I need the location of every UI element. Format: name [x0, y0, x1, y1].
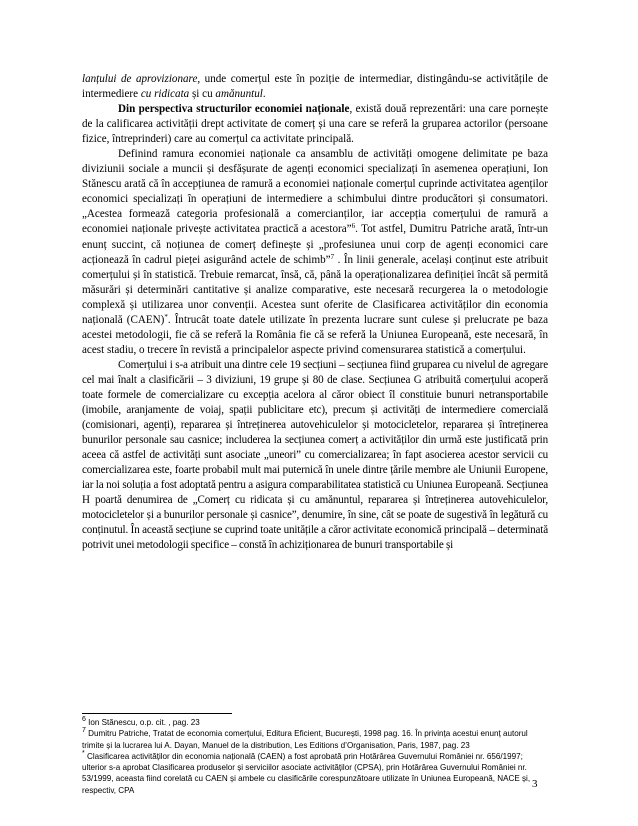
footnotes	[82, 717, 548, 796]
footnote-mark: *	[82, 749, 85, 757]
footnote-6	[82, 717, 548, 728]
bold-heading-text: Din perspectiva structurilor economiei naționale	[118, 103, 350, 116]
italic-text: amănuntul	[215, 88, 263, 101]
footnote-ref-7[interactable]: 7	[330, 252, 335, 261]
italic-text: lanțului de aprovizionare,	[82, 73, 201, 85]
paragraph-text: Definind ramura economiei naționale ca ansamblu de activități omogene delimitate pe baza diviziunii sociale a muncii și desfășurate de agenți economici specializați în asemenea operațiuni, Ion Stănescu arată că în accepțiunea de ramură a economiei naționale comerțul cuprinde activitatea agenților economici specializați în operațiuni de intermediere a schimbului dintre producători și consumatori. „Acestea formează categoria profesională a comercianților, iar accepția comerțului de ramură a economiei naționale privește activitatea practică a acestora”	[82, 148, 548, 236]
italic-text: cu ridicata	[140, 88, 190, 101]
paragraph-text: și cu	[189, 88, 216, 101]
footnote-text: Clasificarea activităților din economia națională (CAEN) a fost aprobată prin Hotărârea Guvernului României nr. 656/1997; ulterior s-a aprobat Clasificarea produselor și serviciilor asociate activităților (CPSA), prin Hotărârea Guvernului României nr. 53/1999, aceasta fiind corelată cu CAEN și ambele cu clasificările corespunzătoare utilizate în Uniunea Europeană, NACE și, respectiv, CPA	[82, 751, 531, 795]
footnote-ref-6[interactable]: 6	[351, 222, 356, 231]
paragraph-text: . În linii generale, același conținut este atribuit comerțului și în statistică. Trebuie remarcat, însă, că, până la operaționalizarea definiției încât să permită măsurări și determinări cantitative și analize comparative, este necesară recurgerea la o metodologie complexă și utilizarea unor convenții. Acestea sunt oferite de Clasificarea activităților din economia națională (CAEN)	[82, 253, 548, 326]
paragraph-text: unde comerțul este în poziție de intermediar, distingându-se activitățile de intermediere	[82, 73, 548, 101]
footnote-7	[82, 728, 548, 751]
document-body	[82, 72, 548, 554]
page-number: 3	[532, 778, 538, 790]
footnote-text: Dumitru Patriche, Tratat de economia comerțului, Editura Eficient, București, 1998 pag. 16. În privința acestui enunț autorul trimite și la lucrarea lui A. Dayan, Manuel de la distribution, Les Editions d’Organisation, Paris, 1987, pag. 23	[82, 729, 528, 750]
paragraph-text: Comerțului i s-a atribuit una dintre cele 19 secțiuni – secțiunea fiind gruparea cu nivelul de agregare cel mai înalt a clasificării – 3 diviziuni, 19 grupe și 80 de clase. Secțiunea G atribuită comerțului acoperă toate formele de comercializare cu excepția acelora al căror obiect îl constituie bunuri netransportabile (imobile, aranjamente de voiaj, spații publicitare etc), precum și activități de intermediere comercială (comisionari, agenți), repararea și întreținerea autovehiculelor și motocicletelor, repararea și întreținerea bunurilor personale sau casnice; includerea la secțiunea comerț a activităților din urmă este justificată prin aceea că astfel de activități sunt asociate „uneori” cu comercializarea; în fapt asocierea acestor servicii cu comercializarea este, foarte probabil mult mai puternică în unele dintre țările membre ale Uniunii Europene, iar la noi soluția a fost adoptată pentru a asigura comparabilitatea statistică cu Uniunea Europeană. Secțiunea H poartă denumirea de „Comerț cu ridicata și cu amănuntul, repararea și întreținerea autovehiculelor, motocicletelor și a bunurilor personale și casnice”, denumire, în sine, cât se poate de sugestivă în legătură cu conținutul. În această secțiune se cuprind toate unitățile a căror activitate economică principală – determinată potrivit unei metodologii specifice – constă în achiziționarea de bunuri transportabile și	[82, 358, 548, 552]
paragraph-text: . Tot astfel, Dumitru Patriche arată, într-un enunț succint, că noțiunea de comerț definește și „profesiunea unui corp de agenți economici care acționează în cadrul pieței asigurând actele de schimb”	[82, 223, 548, 266]
paragraph-text: . Întrucât toate datele utilizate în prezenta lucrare sunt culese și prelucrate pe baza acestei metodologii, fie că se referă la România fie că se referă la Uniunea Europeană, este necesară, în acest stadiu, o trecere în revistă a principalelor aspecte privind comensurarea statistică a comerțului.	[82, 313, 548, 356]
paragraph-4	[82, 358, 548, 554]
paragraph-1	[82, 72, 548, 102]
paragraph-2	[82, 102, 548, 147]
paragraph-text: .	[262, 88, 266, 101]
paragraph-text: , există două reprezentări: una care pornește de la calificarea activității drept activitate de comerț și una care se referă la gruparea actorilor (persoane fizice, întreprinderi) care au comerțul ca activitate principală.	[82, 103, 548, 146]
footnote-ref-star[interactable]: *	[164, 312, 168, 321]
footnote-divider	[82, 713, 232, 714]
paragraph-3	[82, 147, 548, 358]
footnote-text: Ion Stănescu, o.p. cit. , pag. 23	[85, 718, 200, 727]
footnote-mark: 6	[82, 716, 86, 723]
footnote-star	[82, 751, 548, 796]
footnote-mark: 7	[82, 727, 86, 735]
